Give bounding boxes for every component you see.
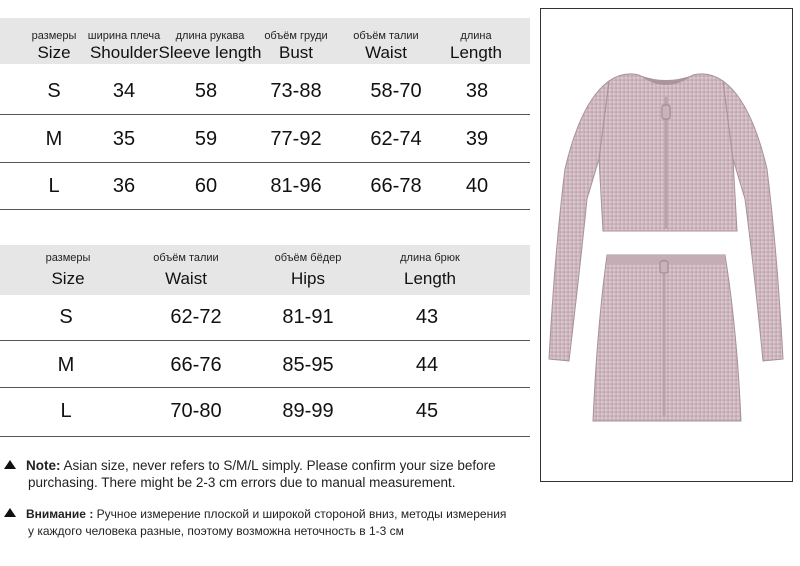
header-sleeve-ru: длина рукава xyxy=(175,30,245,42)
header-waist-en: Waist xyxy=(165,269,207,288)
header-length-en: Length xyxy=(450,43,502,62)
header-size-ru: размеры xyxy=(31,30,77,42)
note-label: Note: xyxy=(26,458,61,473)
row-divider xyxy=(0,114,530,115)
shoulder-cell: 36 xyxy=(112,175,136,197)
bust-cell: 77-92 xyxy=(270,128,322,150)
length-cell: 40 xyxy=(465,175,489,197)
row-divider xyxy=(0,387,530,388)
header-bust-en: Bust xyxy=(278,43,314,62)
bottom-table-header xyxy=(0,245,530,295)
waist-cell: 62-72 xyxy=(170,306,222,328)
length-cell: 39 xyxy=(465,128,489,150)
sleeve-cell: 60 xyxy=(194,175,218,197)
header-waist-ru: объём талии xyxy=(353,30,419,42)
skirt xyxy=(593,255,741,421)
hips-cell: 85-95 xyxy=(282,354,334,376)
note-text-line1: Asian size, never refers to S/M/L simply. Please confirm your size before xyxy=(63,458,496,473)
crop-top xyxy=(599,74,737,231)
hips-cell: 89-99 xyxy=(282,400,334,422)
size-cell: L xyxy=(48,175,60,197)
hips-cell: 81-91 xyxy=(282,306,334,328)
size-cell: S xyxy=(59,306,73,328)
product-photo xyxy=(540,8,793,482)
top-table-header xyxy=(0,18,530,64)
russian-note xyxy=(4,506,506,540)
header-sleeve-en: Sleeve length xyxy=(158,43,262,62)
header-size-en: Size xyxy=(51,269,85,288)
header-size-ru: размеры xyxy=(45,252,91,264)
header-length-ru: длина xyxy=(460,30,492,42)
size-cell: M xyxy=(45,128,63,150)
outfit-illustration xyxy=(541,9,792,481)
header-hips-ru: объём бёдер xyxy=(274,252,342,264)
warning-triangle-icon xyxy=(4,508,16,517)
size-cell: S xyxy=(47,80,61,102)
bust-cell: 73-88 xyxy=(270,80,322,102)
note-ru-line2: у каждого человека разные, поэтому возможна неточность в 1-3 см xyxy=(28,524,404,538)
row-divider xyxy=(0,209,530,210)
note-text-line2: purchasing. There might be 2-3 cm errors due to manual measurement. xyxy=(28,475,456,490)
header-bust-ru: объём груди xyxy=(264,30,328,42)
header-length-ru: длина брюк xyxy=(400,252,460,264)
shoulder-cell: 35 xyxy=(112,128,136,150)
length-cell: 43 xyxy=(415,306,439,328)
header-waist-ru: объём талии xyxy=(153,252,219,264)
header-size-en: Size xyxy=(37,43,71,62)
waist-cell: 70-80 xyxy=(170,400,222,422)
row-divider xyxy=(0,436,530,437)
shoulder-cell: 34 xyxy=(112,80,136,102)
header-waist-en: Waist xyxy=(365,43,407,62)
bust-cell: 81-96 xyxy=(270,175,322,197)
sleeve-cell: 59 xyxy=(194,128,218,150)
header-shoulder-ru: ширина плеча xyxy=(87,30,161,42)
header-length-en: Length xyxy=(404,269,456,288)
waist-cell: 66-76 xyxy=(170,354,222,376)
row-divider xyxy=(0,162,530,163)
note-ru-line1: Ручное измерение плоской и широкой стороной вниз, методы измерения xyxy=(96,507,507,521)
size-cell: M xyxy=(57,354,75,376)
length-cell: 45 xyxy=(415,400,439,422)
length-cell: 38 xyxy=(465,80,489,102)
waist-cell: 58-70 xyxy=(370,80,422,102)
row-divider xyxy=(0,340,530,341)
sleeve-cell: 58 xyxy=(194,80,218,102)
english-note xyxy=(4,457,496,491)
waist-cell: 66-78 xyxy=(370,175,422,197)
length-cell: 44 xyxy=(415,354,439,376)
warning-triangle-icon xyxy=(4,460,16,469)
size-cell: L xyxy=(60,400,72,422)
header-hips-en: Hips xyxy=(290,269,326,288)
waist-cell: 62-74 xyxy=(370,128,422,150)
note-label-ru: Внимание : xyxy=(26,507,94,521)
header-shoulder-en: Shoulder xyxy=(89,43,159,62)
